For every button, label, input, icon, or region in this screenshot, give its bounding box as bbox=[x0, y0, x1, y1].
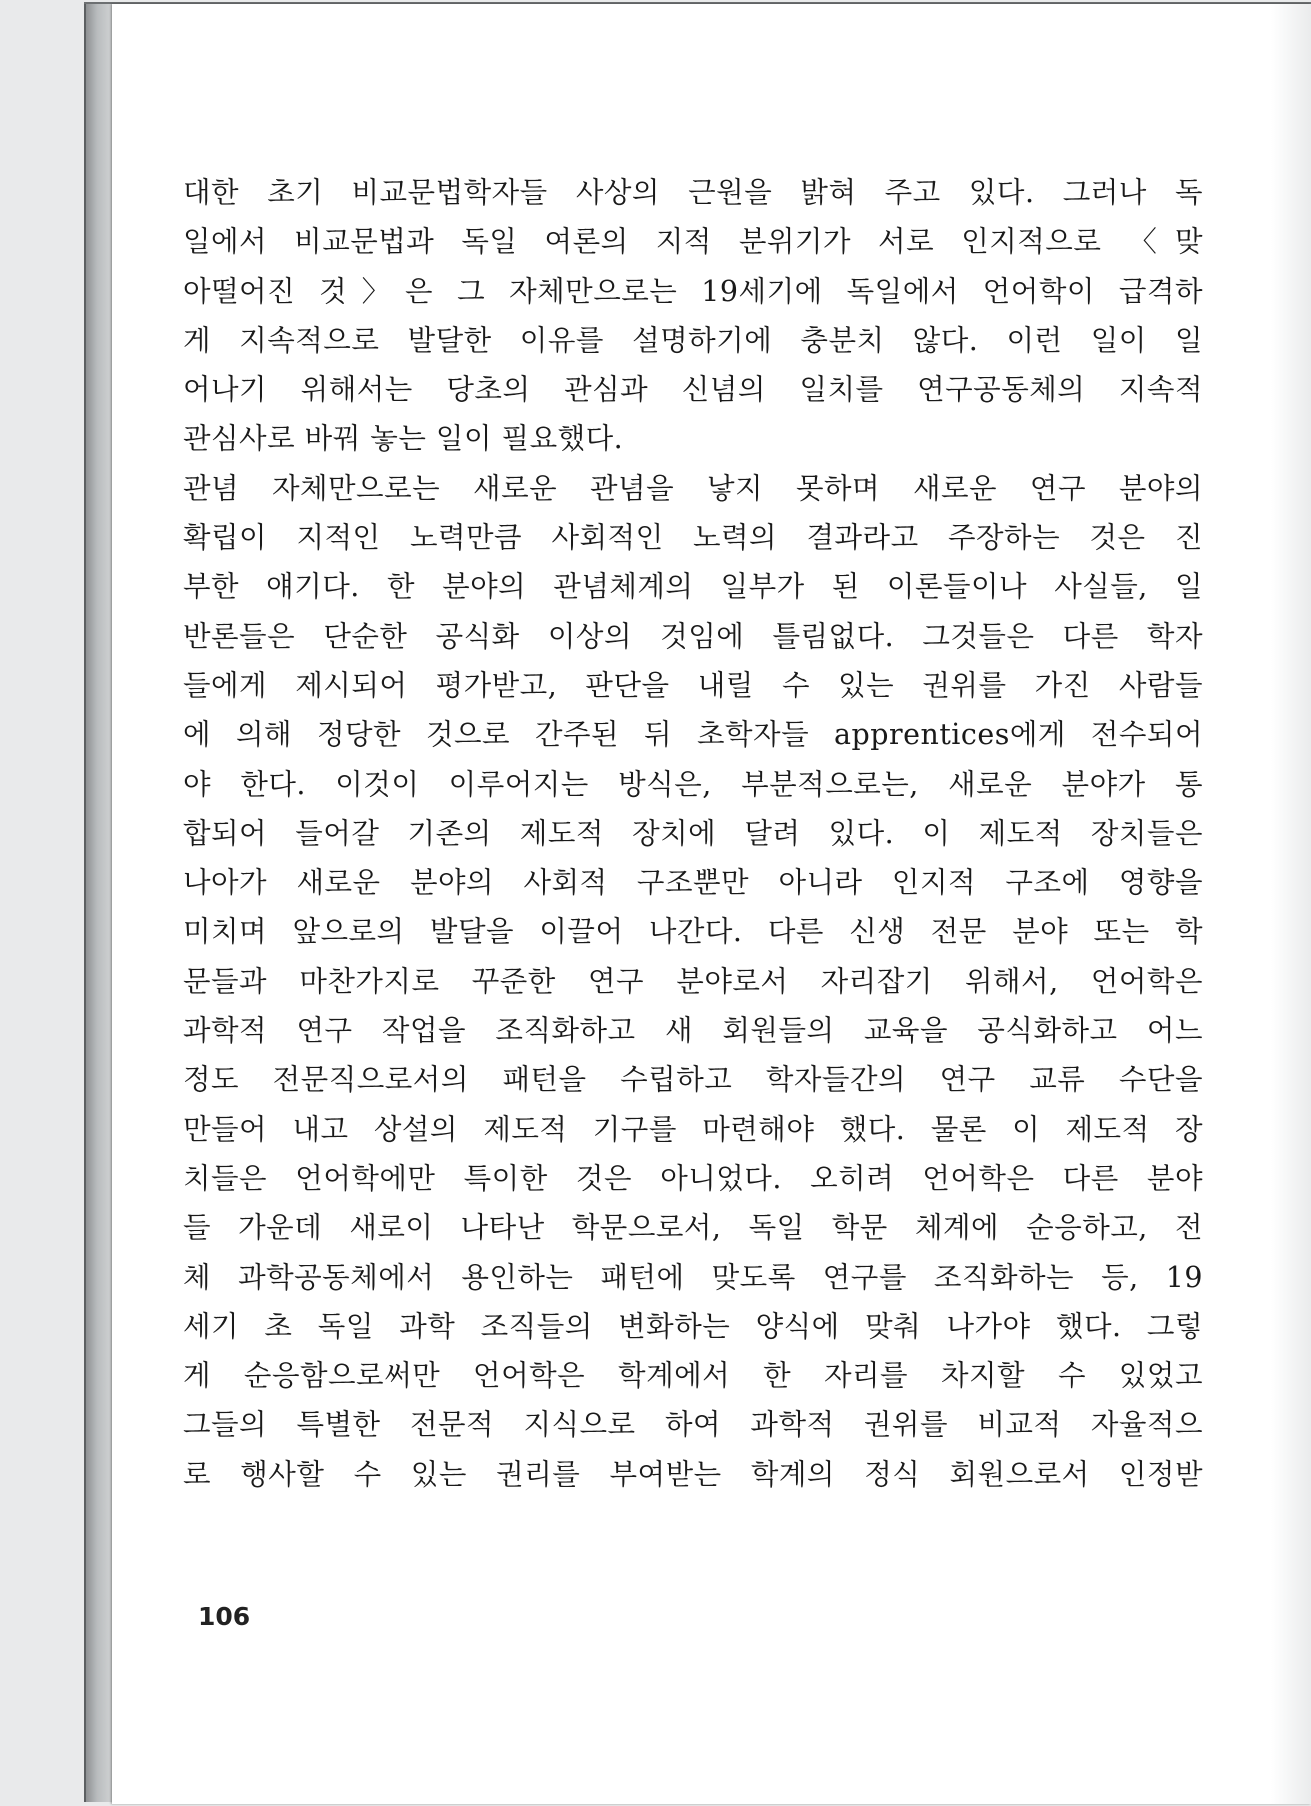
page-body-text bbox=[183, 168, 1203, 1499]
text-line: 게 순응함으로써만 언어학은 학계에서 한 자리를 차지할 수 있었고 bbox=[183, 1359, 1203, 1393]
text-line: 에 의해 정당한 것으로 간주된 뒤 초학자들 apprentices에게 전수되어 bbox=[183, 718, 1203, 752]
text-line: 야 한다. 이것이 이루어지는 방식은, 부분적으로는, 새로운 분야가 통 bbox=[183, 767, 1203, 801]
text-line: 반론들은 단순한 공식화 이상의 것임에 틀림없다. 그것들은 다른 학자 bbox=[183, 619, 1203, 653]
text-line: 관념 자체만으로는 새로운 관념을 낳지 못하며 새로운 연구 분야의 bbox=[183, 471, 1203, 505]
text-line: 부한 얘기다. 한 분야의 관념체계의 일부가 된 이론들이나 사실들, 일 bbox=[183, 570, 1203, 604]
text-line: 치들은 언어학에만 특이한 것은 아니었다. 오히려 언어학은 다른 분야 bbox=[183, 1161, 1203, 1195]
text-line: 만들어 내고 상설의 제도적 기구를 마련해야 했다. 물론 이 제도적 장 bbox=[183, 1112, 1203, 1146]
text-line: 아떨어진 것〉은 그 자체만으로는 19세기에 독일에서 언어학이 급격하 bbox=[183, 274, 1203, 308]
page-curl-shadow bbox=[1271, 4, 1311, 1804]
text-line: 과학적 연구 작업을 조직화하고 새 회원들의 교육을 공식화하고 어느 bbox=[183, 1014, 1203, 1048]
page-number: 106 bbox=[198, 1602, 251, 1631]
text-line: 문들과 마찬가지로 꾸준한 연구 분야로서 자리잡기 위해서, 언어학은 bbox=[183, 964, 1203, 998]
text-line: 어나기 위해서는 당초의 관심과 신념의 일치를 연구공동체의 지속적 bbox=[183, 373, 1203, 407]
text-line: 들 가운데 새로이 나타난 학문으로서, 독일 학문 체계에 순응하고, 전 bbox=[183, 1211, 1203, 1245]
book-spine-edge bbox=[84, 2, 114, 1802]
text-line: 일에서 비교문법과 독일 여론의 지적 분위기가 서로 인지적으로 〈맞 bbox=[183, 225, 1203, 259]
text-line: 대한 초기 비교문법학자들 사상의 근원을 밝혀 주고 있다. 그러나 독 bbox=[183, 176, 1203, 209]
text-line: 미치며 앞으로의 발달을 이끌어 나간다. 다른 신생 전문 분야 또는 학 bbox=[183, 915, 1203, 949]
text-line: 들에게 제시되어 평가받고, 판단을 내릴 수 있는 권위를 가진 사람들 bbox=[183, 668, 1203, 702]
text-line: 정도 전문직으로서의 패턴을 수립하고 학자들간의 연구 교류 수단을 bbox=[183, 1063, 1203, 1097]
text-line: 합되어 들어갈 기존의 제도적 장치에 달려 있다. 이 제도적 장치들은 bbox=[183, 816, 1203, 850]
text-line: 그들의 특별한 전문적 지식으로 하여 과학적 권위를 비교적 자율적으 bbox=[183, 1408, 1203, 1442]
text-line: 나아가 새로운 분야의 사회적 구조뿐만 아니라 인지적 구조에 영향을 bbox=[183, 866, 1203, 900]
text-line: 로 행사할 수 있는 권리를 부여받는 학계의 정식 회원으로서 인정받 bbox=[183, 1457, 1203, 1491]
text-line: 세기 초 독일 과학 조직들의 변화하는 양식에 맞춰 나가야 했다. 그렇 bbox=[183, 1309, 1203, 1343]
text-line: 관심사로 바꿔 놓는 일이 필요했다. bbox=[183, 422, 624, 456]
text-line: 체 과학공동체에서 용인하는 패턴에 맞도록 연구를 조직화하는 등, 19 bbox=[183, 1260, 1203, 1294]
text-line: 확립이 지적인 노력만큼 사회적인 노력의 결과라고 주장하는 것은 진 bbox=[183, 521, 1203, 555]
text-line: 게 지속적으로 발달한 이유를 설명하기에 충분치 않다. 이런 일이 일 bbox=[183, 323, 1203, 357]
